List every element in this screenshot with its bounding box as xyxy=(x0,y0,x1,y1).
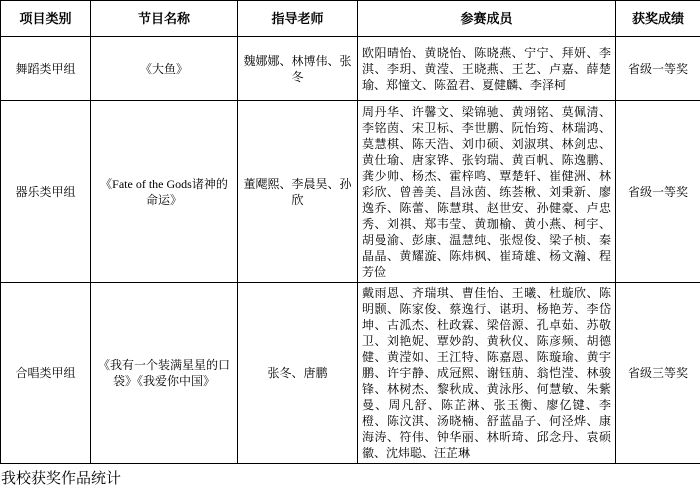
cell-teachers: 张冬、唐鹏 xyxy=(238,283,358,464)
cell-program: 《大鱼》 xyxy=(91,37,238,101)
table-header-row xyxy=(1,1,700,37)
cell-teachers: 魏娜娜、林博伟、张冬 xyxy=(238,37,358,101)
cell-program: 《Fate of the Gods诸神的命运》 xyxy=(91,101,238,283)
table-row-chorus xyxy=(1,283,700,464)
cell-category: 合唱类甲组 xyxy=(1,283,91,464)
page-title: 我校获奖作品统计 xyxy=(1,471,122,487)
column-header-category: 项目类别 xyxy=(1,1,91,37)
table-row-instrumental xyxy=(1,101,700,283)
cell-award: 省级一等奖 xyxy=(616,101,700,283)
column-header-members: 参赛成员 xyxy=(358,1,616,37)
cell-members: 周丹华、许馨文、梁锦驰、黄翊铭、莫佩清、李铭茵、宋卫标、李世鹏、阮怡筠、林瑞鸿、莫慧棋、陈天浩、刘巾硕、刘淑琪、林剑忠、黄仕瑜、唐家铧、张钧瑞、黄百帆、陈逸鹏、龚少帅、杨杰、霍梓鸣、覃楚轩、崔健洲、林彩欣、曾善美、昌泳茵、练荟楸、刘秉新、廖逸乔、陈蕾、陈慧琪、赵世安、孙健豪、卢忠秀、刘祺、郑韦莹、黄珈榆、黄小燕、柯宇、胡曼渝、彭康、温慧纯、张煜俊、梁子桢、秦晶晶、黄耀漩、陈炜枫、崔琦雄、杨文瀚、程芳俭 xyxy=(358,101,616,283)
cell-members: 戴雨恩、齐瑞琪、曹佳怡、王曦、杜璇欣、陈明颢、陈家俊、蔡逸行、谌玥、杨艳芳、李岱坤、古泒杰、杜政霖、梁倍源、孔卓茹、苏敬卫、刘艳妮、覃妙韵、黄秋仪、陈彦频、胡德健、黄滢如、王江特、陈嘉恩、陈璇瑜、黄宇鹏、许宇静、成冠熙、谢钰萠、翁恺滢、林骏锋、林树杰、黎秋成、黄泳彤、何慧敏、朱紫曼、周凡舒、陈芷淋、张玉衡、廖亿键、李橙、陈汶淇、汤晓楠、舒蓝晶子、何泾烨、康海涛、符伟、钟华丽、林昕琦、邱念丹、袁硕徽、沈炜聪、汪芷琳 xyxy=(358,283,616,464)
column-header-award: 获奖成绩 xyxy=(616,1,700,37)
cell-category: 器乐类甲组 xyxy=(1,101,91,283)
cell-category: 舞蹈类甲组 xyxy=(1,37,91,101)
column-header-program: 节目名称 xyxy=(91,1,238,37)
column-header-teachers: 指导老师 xyxy=(238,1,358,37)
table-row-dance xyxy=(1,37,700,101)
cell-program: 《我有一个装满星星的口袋》《我爱你中国》 xyxy=(91,283,238,464)
cell-award: 省级一等奖 xyxy=(616,37,700,101)
cell-members: 欧阳晴怡、黄晓怡、陈晓燕、宁宁、拜妍、李淇、李玥、黄滢、王晓燕、王艺、卢嘉、薛楚瑜、郑憧文、陈盈君、夏健麟、李泽柯 xyxy=(358,37,616,101)
cell-award: 省级三等奖 xyxy=(616,283,700,464)
cell-teachers: 董飔熙、李晨昊、孙欣 xyxy=(238,101,358,283)
